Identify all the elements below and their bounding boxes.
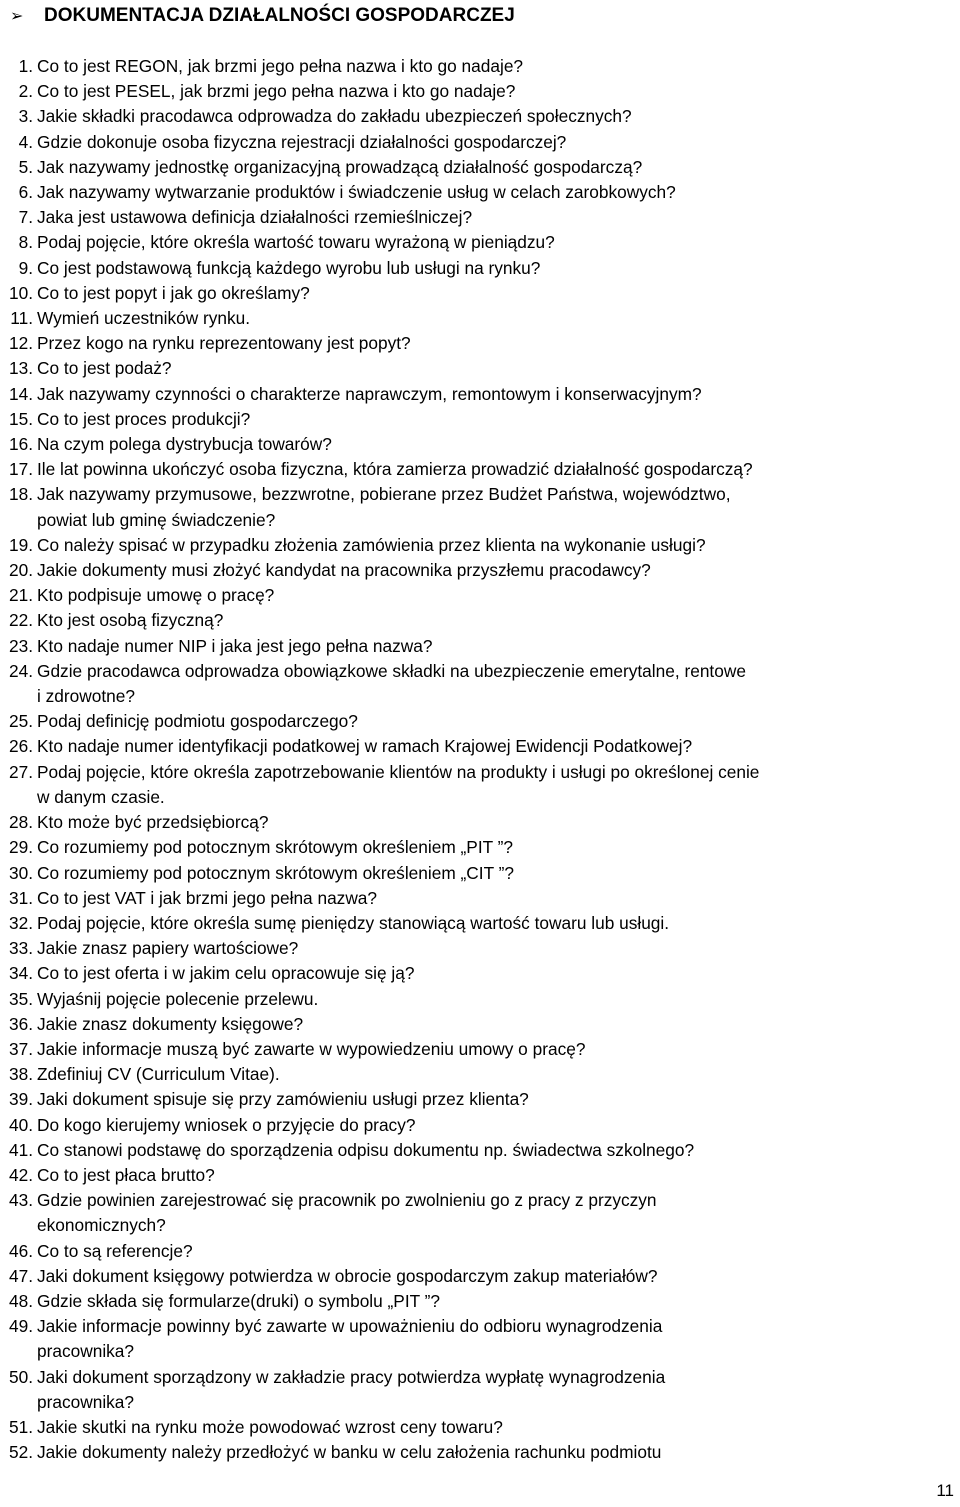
question-item xyxy=(0,1138,960,1163)
question-text-line: Jaki dokument spisuje się przy zamówieniu usługi przez klienta? xyxy=(37,1089,529,1110)
question-text-line: w danym czasie. xyxy=(37,786,165,807)
question-number: 18. xyxy=(8,484,33,505)
question-item xyxy=(0,1365,960,1415)
question-number: 41. xyxy=(8,1139,33,1160)
question-number: 33. xyxy=(8,938,33,959)
question-item xyxy=(0,1264,960,1289)
question-number: 26. xyxy=(8,736,33,757)
question-text-line: Co to jest płaca brutto? xyxy=(37,1164,215,1185)
question-text-line: Podaj pojęcie, które określa wartość towaru wyrażoną w pieniądzu? xyxy=(37,232,555,253)
question-text-line: Jakie dokumenty musi złożyć kandydat na pracownika przyszłemu pracodawcy? xyxy=(37,560,651,581)
page-number: 11 xyxy=(936,1481,954,1500)
question-item xyxy=(0,54,960,79)
question-number: 39. xyxy=(8,1089,33,1110)
question-text-line: Wyjaśnij pojęcie polecenie przelewu. xyxy=(37,988,319,1009)
question-text-line: Jak nazywamy czynności o charakterze naprawczym, remontowym i konserwacyjnym? xyxy=(37,383,702,404)
question-number: 24. xyxy=(8,660,33,681)
section-heading xyxy=(10,2,515,30)
heading-text: DOKUMENTACJA DZIAŁALNOŚCI GOSPODARCZEJ xyxy=(44,5,515,26)
question-item xyxy=(0,1062,960,1087)
question-text-line: Jaka jest ustawowa definicja działalności rzemieślniczej? xyxy=(37,207,473,228)
question-number: 36. xyxy=(8,1013,33,1034)
question-number: 1. xyxy=(18,56,33,76)
question-item xyxy=(0,1289,960,1314)
question-text-line: pracownika? xyxy=(37,1391,135,1412)
question-text-line: Do kogo kierujemy wniosek o przyjęcie do pracy? xyxy=(37,1114,416,1135)
question-item xyxy=(0,205,960,230)
question-item xyxy=(0,936,960,961)
question-text-line: Zdefiniuj CV (Curriculum Vitae). xyxy=(37,1064,280,1085)
question-text-line: Co to są referencje? xyxy=(37,1240,193,1261)
question-number: 14. xyxy=(8,383,33,404)
question-number: 23. xyxy=(8,635,33,656)
question-number: 47. xyxy=(8,1265,33,1286)
question-number: 8. xyxy=(18,232,33,253)
question-text-line: Podaj pojęcie, które określa zapotrzebowanie klientów na produkty i usługi po określonej cenie xyxy=(37,761,760,782)
question-text-line: Gdzie składa się formularze(druki) o symbolu „PIT ”? xyxy=(37,1290,441,1311)
question-item xyxy=(0,659,960,709)
question-text-line: Co to jest PESEL, jak brzmi jego pełna nazwa i kto go nadaje? xyxy=(37,81,516,102)
question-number: 29. xyxy=(8,837,33,858)
question-number: 40. xyxy=(8,1114,33,1135)
question-number: 43. xyxy=(8,1190,33,1211)
question-text-line: Jakie znasz dokumenty księgowe? xyxy=(37,1013,304,1034)
question-number: 5. xyxy=(18,156,33,177)
question-text-line: Co to jest podaż? xyxy=(37,358,172,379)
question-text-line: Podaj definicję podmiotu gospodarczego? xyxy=(37,711,358,732)
question-item xyxy=(0,734,960,759)
question-text-line: Jakie informacje muszą być zawarte w wypowiedzeniu umowy o pracę? xyxy=(37,1038,586,1059)
question-item xyxy=(0,835,960,860)
question-text-line: Kto podpisuje umowę o pracę? xyxy=(37,585,275,606)
question-number: 30. xyxy=(8,862,33,883)
question-text-line: Kto jest osobą fizyczną? xyxy=(37,610,224,631)
question-item xyxy=(0,861,960,886)
question-number: 52. xyxy=(8,1442,33,1463)
question-item xyxy=(0,533,960,558)
question-number: 42. xyxy=(8,1164,33,1185)
question-number: 35. xyxy=(8,988,33,1009)
question-number: 31. xyxy=(8,887,33,908)
question-text-line: Jakie znasz papiery wartościowe? xyxy=(37,938,299,959)
question-item xyxy=(0,457,960,482)
question-number: 12. xyxy=(8,333,33,354)
question-number: 13. xyxy=(8,358,33,379)
question-item xyxy=(0,583,960,608)
question-number: 16. xyxy=(8,434,33,455)
question-number: 48. xyxy=(8,1290,33,1311)
question-item xyxy=(0,1239,960,1264)
question-text-line: Co to jest oferta i w jakim celu opracowuje się ją? xyxy=(37,963,415,984)
question-item xyxy=(0,911,960,936)
question-item xyxy=(0,356,960,381)
question-item xyxy=(0,608,960,633)
question-text-line: Co rozumiemy pod potocznym skrótowym określeniem „CIT ”? xyxy=(37,862,514,883)
question-number: 46. xyxy=(8,1240,33,1261)
question-item xyxy=(0,306,960,331)
question-text-line: Co to jest REGON, jak brzmi jego pełna nazwa i kto go nadaje? xyxy=(37,56,524,76)
question-item xyxy=(0,1087,960,1112)
question-item xyxy=(0,382,960,407)
question-number: 28. xyxy=(8,812,33,833)
question-item xyxy=(0,155,960,180)
question-item xyxy=(0,558,960,583)
question-text-line: Co należy spisać w przypadku złożenia zamówienia przez klienta na wykonanie usługi? xyxy=(37,534,706,555)
question-number: 51. xyxy=(8,1416,33,1437)
question-number: 20. xyxy=(8,560,33,581)
arrowhead-bullet-icon: ➢ xyxy=(10,8,24,25)
question-item xyxy=(0,810,960,835)
question-number: 22. xyxy=(8,610,33,631)
question-number: 2. xyxy=(18,81,33,102)
question-item xyxy=(0,1440,960,1465)
question-number: 17. xyxy=(8,459,33,480)
question-text-line: i zdrowotne? xyxy=(37,686,135,707)
question-number: 32. xyxy=(8,912,33,933)
question-text-line: Co to jest popyt i jak go określamy? xyxy=(37,282,310,303)
question-text-line: Co to jest VAT i jak brzmi jego pełna nazwa? xyxy=(37,887,378,908)
question-item xyxy=(0,1314,960,1364)
question-item xyxy=(0,432,960,457)
question-item xyxy=(0,79,960,104)
question-text-line: Co rozumiemy pod potocznym skrótowym określeniem „PIT ”? xyxy=(37,837,514,858)
question-number: 27. xyxy=(8,761,33,782)
question-list xyxy=(0,54,960,1465)
question-item xyxy=(0,1415,960,1440)
question-text-line: pracownika? xyxy=(37,1341,135,1362)
question-item xyxy=(0,886,960,911)
question-item xyxy=(0,709,960,734)
question-item xyxy=(0,256,960,281)
question-item xyxy=(0,1012,960,1037)
question-text-line: Jak nazywamy jednostkę organizacyjną prowadzącą działalność gospodarczą? xyxy=(37,156,643,177)
question-text-line: Gdzie dokonuje osoba fizyczna rejestracji działalności gospodarczej? xyxy=(37,131,567,152)
question-item xyxy=(0,281,960,306)
question-item xyxy=(0,760,960,810)
question-text-line: Jak nazywamy wytwarzanie produktów i świadczenie usług w celach zarobkowych? xyxy=(37,182,676,203)
question-number: 50. xyxy=(8,1366,33,1387)
question-text-line: Co jest podstawową funkcją każdego wyrobu lub usługi na rynku? xyxy=(37,257,541,278)
question-number: 37. xyxy=(8,1038,33,1059)
question-item xyxy=(0,1113,960,1138)
question-number: 10. xyxy=(8,282,33,303)
question-text-line: Przez kogo na rynku reprezentowany jest popyt? xyxy=(37,333,411,354)
question-item xyxy=(0,961,960,986)
question-text-line: Jakie skutki na rynku może powodować wzrost ceny towaru? xyxy=(37,1416,503,1437)
question-text-line: Co to jest proces produkcji? xyxy=(37,408,251,429)
question-item xyxy=(0,482,960,532)
question-item xyxy=(0,1188,960,1238)
question-item xyxy=(0,130,960,155)
question-text-line: Kto nadaje numer NIP i jaka jest jego pełna nazwa? xyxy=(37,635,433,656)
question-item xyxy=(0,634,960,659)
question-text-line: Jakie informacje powinny być zawarte w upoważnieniu do odbioru wynagrodzenia xyxy=(37,1316,663,1337)
question-text-line: Jakie składki pracodawca odprowadza do zakładu ubezpieczeń społecznych? xyxy=(37,106,632,127)
question-number: 25. xyxy=(8,711,33,732)
question-number: 3. xyxy=(18,106,33,127)
question-number: 34. xyxy=(8,963,33,984)
question-number: 4. xyxy=(18,131,33,152)
question-item xyxy=(0,1163,960,1188)
question-number: 21. xyxy=(8,585,33,606)
question-number: 49. xyxy=(8,1316,33,1337)
question-text-line: Kto nadaje numer identyfikacji podatkowej w ramach Krajowej Ewidencji Podatkowej? xyxy=(37,736,693,757)
question-number: 19. xyxy=(8,534,33,555)
question-number: 6. xyxy=(18,182,33,203)
question-item xyxy=(0,407,960,432)
question-number: 9. xyxy=(18,257,33,278)
question-text-line: Gdzie powinien zarejestrować się pracownik po zwolnieniu go z pracy z przyczyn xyxy=(37,1190,657,1211)
question-text-line: Kto może być przedsiębiorcą? xyxy=(37,812,269,833)
question-text-line: Jaki dokument sporządzony w zakładzie pracy potwierdza wypłatę wynagrodzenia xyxy=(37,1366,666,1387)
question-text-line: Jakie dokumenty należy przedłożyć w banku w celu założenia rachunku podmiotu xyxy=(37,1442,662,1463)
question-item xyxy=(0,230,960,255)
question-number: 38. xyxy=(8,1064,33,1085)
question-text-line: ekonomicznych? xyxy=(37,1215,166,1236)
question-text-line: powiat lub gminę świadczenie? xyxy=(37,509,276,530)
question-item xyxy=(0,104,960,129)
question-number: 7. xyxy=(18,207,33,228)
question-text-line: Wymień uczestników rynku. xyxy=(37,308,251,329)
question-number: 15. xyxy=(8,408,33,429)
question-text-line: Jaki dokument księgowy potwierdza w obrocie gospodarczym zakup materiałów? xyxy=(37,1265,658,1286)
question-text-line: Ile lat powinna ukończyć osoba fizyczna, która zamierza prowadzić działalność gospodarczą? xyxy=(37,459,753,480)
question-text-line: Na czym polega dystrybucja towarów? xyxy=(37,434,332,455)
question-item xyxy=(0,331,960,356)
question-text-line: Podaj pojęcie, które określa sumę pieniędzy stanowiącą wartość towaru lub usługi. xyxy=(37,912,670,933)
question-item xyxy=(0,987,960,1012)
question-text-line: Co stanowi podstawę do sporządzenia odpisu dokumentu np. świadectwa szkolnego? xyxy=(37,1139,695,1160)
question-text-line: Jak nazywamy przymusowe, bezzwrotne, pobierane przez Budżet Państwa, województwo, xyxy=(37,484,731,505)
question-number: 11. xyxy=(10,308,33,329)
question-item xyxy=(0,1037,960,1062)
question-text-line: Gdzie pracodawca odprowadza obowiązkowe składki na ubezpieczenie emerytalne, rentowe xyxy=(37,660,746,681)
question-item xyxy=(0,180,960,205)
